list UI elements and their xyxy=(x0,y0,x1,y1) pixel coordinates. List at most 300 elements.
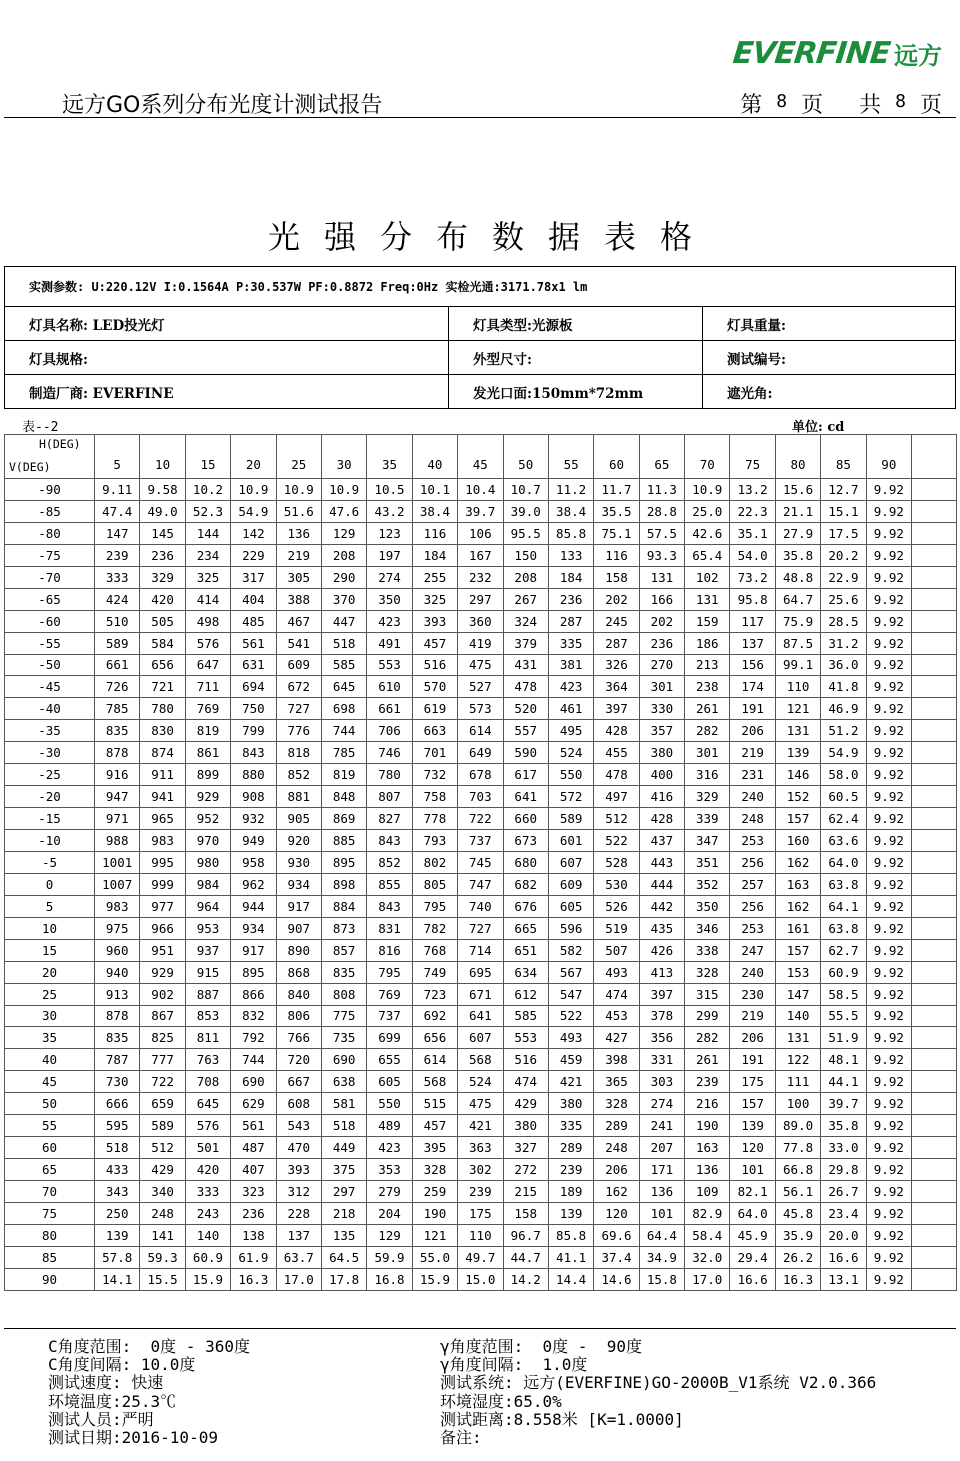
intensity-cell: 874 xyxy=(140,742,185,764)
intensity-cell: 116 xyxy=(412,522,457,544)
intensity-cell: 584 xyxy=(140,632,185,654)
empty-cell xyxy=(912,895,957,917)
v-angle-cell: -45 xyxy=(5,676,95,698)
intensity-cell: 231 xyxy=(730,764,775,786)
intensity-cell: 524 xyxy=(548,742,593,764)
table-row xyxy=(5,1246,957,1268)
v-angle-cell: 0 xyxy=(5,873,95,895)
intensity-cell: 966 xyxy=(140,917,185,939)
intensity-cell: 147 xyxy=(775,983,820,1005)
table-row xyxy=(5,1005,957,1027)
emit-area: 发光口面:150mm*72mm xyxy=(449,375,703,409)
intensity-cell: 547 xyxy=(548,983,593,1005)
intensity-cell: 905 xyxy=(276,808,321,830)
empty-cell xyxy=(912,1049,957,1071)
intensity-cell: 87.5 xyxy=(775,632,820,654)
intensity-cell: 335 xyxy=(548,1115,593,1137)
intensity-cell: 512 xyxy=(140,1137,185,1159)
v-angle-cell: -70 xyxy=(5,566,95,588)
intensity-cell: 721 xyxy=(140,676,185,698)
intensity-cell: 873 xyxy=(321,917,366,939)
intensity-cell: 515 xyxy=(412,1093,457,1115)
intensity-cell: 720 xyxy=(276,1049,321,1071)
intensity-cell: 975 xyxy=(95,917,140,939)
intensity-cell: 727 xyxy=(458,917,503,939)
intensity-cell: 447 xyxy=(321,610,366,632)
v-angle-cell: -35 xyxy=(5,720,95,742)
intensity-cell: 610 xyxy=(367,676,412,698)
intensity-cell: 28.5 xyxy=(821,610,866,632)
intensity-cell: 840 xyxy=(276,983,321,1005)
intensity-cell: 323 xyxy=(231,1181,276,1203)
intensity-cell: 1001 xyxy=(95,851,140,873)
intensity-cell: 129 xyxy=(367,1224,412,1246)
intensity-cell: 259 xyxy=(412,1181,457,1203)
intensity-cell: 191 xyxy=(730,698,775,720)
intensity-cell: 678 xyxy=(458,764,503,786)
intensity-cell: 335 xyxy=(548,632,593,654)
intensity-cell: 206 xyxy=(594,1159,639,1181)
intensity-cell: 666 xyxy=(95,1093,140,1115)
intensity-cell: 157 xyxy=(730,1093,775,1115)
intensity-cell: 45.9 xyxy=(730,1224,775,1246)
intensity-cell: 498 xyxy=(185,610,230,632)
intensity-cell: 629 xyxy=(231,1093,276,1115)
intensity-cell: 236 xyxy=(140,544,185,566)
empty-cell xyxy=(912,1071,957,1093)
intensity-cell: 219 xyxy=(730,742,775,764)
table-label: 表--2 xyxy=(22,420,59,435)
v-angle-cell: -55 xyxy=(5,632,95,654)
intensity-cell: 495 xyxy=(548,720,593,742)
intensity-cell: 54.9 xyxy=(821,742,866,764)
intensity-cell: 453 xyxy=(594,1005,639,1027)
intensity-cell: 937 xyxy=(185,939,230,961)
intensity-cell: 171 xyxy=(639,1159,684,1181)
intensity-cell: 895 xyxy=(321,851,366,873)
intensity-cell: 708 xyxy=(185,1071,230,1093)
intensity-cell: 932 xyxy=(231,808,276,830)
h-angle-header: 5 xyxy=(95,435,140,479)
intensity-cell: 161 xyxy=(775,917,820,939)
intensity-cell: 869 xyxy=(321,808,366,830)
intensity-cell: 10.5 xyxy=(367,479,412,501)
intensity-cell: 561 xyxy=(231,1115,276,1137)
intensity-cell: 350 xyxy=(685,895,730,917)
intensity-cell: 15.1 xyxy=(821,500,866,522)
intensity-cell: 69.6 xyxy=(594,1224,639,1246)
intensity-cell: 557 xyxy=(503,720,548,742)
empty-cell xyxy=(912,786,957,808)
intensity-cell: 589 xyxy=(548,808,593,830)
intensity-cell: 958 xyxy=(231,851,276,873)
intensity-cell: 21.1 xyxy=(775,500,820,522)
intensity-cell: 297 xyxy=(458,588,503,610)
intensity-cell: 433 xyxy=(95,1159,140,1181)
intensity-cell: 96.7 xyxy=(503,1224,548,1246)
intensity-cell: 282 xyxy=(685,1027,730,1049)
h-angle-header: 25 xyxy=(276,435,321,479)
table-row xyxy=(5,1181,957,1203)
intensity-cell: 852 xyxy=(276,764,321,786)
empty-cell xyxy=(912,479,957,501)
empty-cell xyxy=(912,742,957,764)
intensity-cell: 35.5 xyxy=(594,500,639,522)
table-row xyxy=(5,1115,957,1137)
intensity-cell: 175 xyxy=(730,1071,775,1093)
intensity-cell: 29.4 xyxy=(730,1246,775,1268)
empty-cell xyxy=(912,676,957,698)
intensity-cell: 329 xyxy=(685,786,730,808)
intensity-cell: 568 xyxy=(458,1049,503,1071)
intensity-cell: 167 xyxy=(458,544,503,566)
table-row xyxy=(5,764,957,786)
intensity-cell: 162 xyxy=(594,1181,639,1203)
intensity-cell: 9.92 xyxy=(866,983,911,1005)
intensity-cell: 947 xyxy=(95,786,140,808)
intensity-cell: 120 xyxy=(594,1202,639,1224)
intensity-cell: 665 xyxy=(503,917,548,939)
intensity-cell: 239 xyxy=(685,1071,730,1093)
intensity-cell: 253 xyxy=(730,830,775,852)
intensity-cell: 236 xyxy=(639,632,684,654)
intensity-cell: 14.4 xyxy=(548,1268,593,1290)
intensity-cell: 129 xyxy=(321,522,366,544)
intensity-cell: 15.8 xyxy=(639,1268,684,1290)
intensity-cell: 701 xyxy=(412,742,457,764)
intensity-cell: 9.92 xyxy=(866,1115,911,1137)
intensity-cell: 274 xyxy=(639,1093,684,1115)
intensity-cell: 133 xyxy=(548,544,593,566)
intensity-cell: 219 xyxy=(730,1005,775,1027)
intensity-cell: 530 xyxy=(594,873,639,895)
v-angle-cell: -90 xyxy=(5,479,95,501)
intensity-cell: 516 xyxy=(503,1049,548,1071)
header-divider xyxy=(4,117,956,118)
intensity-cell: 780 xyxy=(140,698,185,720)
intensity-cell: 16.3 xyxy=(231,1268,276,1290)
intensity-cell: 26.7 xyxy=(821,1181,866,1203)
intensity-cell: 139 xyxy=(775,742,820,764)
intensity-cell: 964 xyxy=(185,895,230,917)
table-row xyxy=(5,654,957,676)
intensity-cell: 75.9 xyxy=(775,610,820,632)
h-angle-header: 15 xyxy=(185,435,230,479)
intensity-cell: 301 xyxy=(639,676,684,698)
intensity-cell: 13.2 xyxy=(730,479,775,501)
intensity-cell: 423 xyxy=(367,1137,412,1159)
intensity-cell: 388 xyxy=(276,588,321,610)
intensity-cell: 42.6 xyxy=(685,522,730,544)
intensity-cell: 315 xyxy=(685,983,730,1005)
empty-cell xyxy=(912,873,957,895)
intensity-cell: 971 xyxy=(95,808,140,830)
dimensions: 外型尺寸: xyxy=(449,341,703,375)
intensity-cell: 59.9 xyxy=(367,1246,412,1268)
intensity-cell: 60.5 xyxy=(821,786,866,808)
table-row xyxy=(5,479,957,501)
intensity-cell: 380 xyxy=(639,742,684,764)
intensity-cell: 9.92 xyxy=(866,1181,911,1203)
intensity-cell: 232 xyxy=(458,566,503,588)
intensity-cell: 153 xyxy=(775,961,820,983)
intensity-cell: 120 xyxy=(730,1137,775,1159)
page-word-1: 第 xyxy=(740,93,763,118)
intensity-cell: 10.7 xyxy=(503,479,548,501)
intensity-cell: 423 xyxy=(367,610,412,632)
intensity-cell: 9.92 xyxy=(866,610,911,632)
intensity-cell: 528 xyxy=(594,851,639,873)
v-angle-cell: -65 xyxy=(5,588,95,610)
intensity-cell: 699 xyxy=(367,1027,412,1049)
intensity-cell: 255 xyxy=(412,566,457,588)
intensity-cell: 150 xyxy=(503,544,548,566)
intensity-table xyxy=(4,434,957,1291)
h-angle-header: 65 xyxy=(639,435,684,479)
intensity-cell: 136 xyxy=(276,522,321,544)
intensity-cell: 333 xyxy=(185,1181,230,1203)
intensity-cell: 378 xyxy=(639,1005,684,1027)
h-angle-header: 75 xyxy=(730,435,775,479)
intensity-cell: 890 xyxy=(276,939,321,961)
table-row xyxy=(5,588,957,610)
intensity-cell: 100 xyxy=(775,1093,820,1115)
intensity-cell: 638 xyxy=(321,1071,366,1093)
intensity-cell: 930 xyxy=(276,851,321,873)
intensity-cell: 14.1 xyxy=(95,1268,140,1290)
intensity-cell: 61.9 xyxy=(231,1246,276,1268)
intensity-cell: 299 xyxy=(685,1005,730,1027)
intensity-cell: 737 xyxy=(367,1005,412,1027)
empty-cell xyxy=(912,588,957,610)
h-angle-header: 50 xyxy=(503,435,548,479)
intensity-cell: 9.92 xyxy=(866,1027,911,1049)
intensity-cell: 475 xyxy=(458,1093,503,1115)
intensity-cell: 51.9 xyxy=(821,1027,866,1049)
intensity-cell: 457 xyxy=(412,632,457,654)
table-row xyxy=(5,720,957,742)
intensity-cell: 769 xyxy=(367,983,412,1005)
intensity-cell: 576 xyxy=(185,632,230,654)
intensity-cell: 15.0 xyxy=(458,1268,503,1290)
intensity-cell: 16.3 xyxy=(775,1268,820,1290)
intensity-cell: 122 xyxy=(775,1049,820,1071)
intensity-cell: 590 xyxy=(503,742,548,764)
empty-cell xyxy=(912,1005,957,1027)
intensity-cell: 9.92 xyxy=(866,1005,911,1027)
intensity-cell: 461 xyxy=(548,698,593,720)
intensity-cell: 20.0 xyxy=(821,1224,866,1246)
intensity-cell: 174 xyxy=(730,676,775,698)
intensity-cell: 303 xyxy=(639,1071,684,1093)
intensity-cell: 9.92 xyxy=(866,830,911,852)
intensity-cell: 64.1 xyxy=(821,895,866,917)
intensity-cell: 491 xyxy=(367,632,412,654)
intensity-cell: 819 xyxy=(185,720,230,742)
intensity-cell: 22.3 xyxy=(730,500,775,522)
intensity-cell: 898 xyxy=(321,873,366,895)
intensity-cell: 881 xyxy=(276,786,321,808)
intensity-cell: 9.92 xyxy=(866,522,911,544)
intensity-cell: 159 xyxy=(685,610,730,632)
intensity-cell: 541 xyxy=(276,632,321,654)
intensity-cell: 215 xyxy=(503,1181,548,1203)
intensity-cell: 867 xyxy=(140,1005,185,1027)
intensity-cell: 73.2 xyxy=(730,566,775,588)
intensity-cell: 607 xyxy=(548,851,593,873)
intensity-cell: 287 xyxy=(594,632,639,654)
intensity-cell: 157 xyxy=(775,939,820,961)
intensity-cell: 117 xyxy=(730,610,775,632)
intensity-cell: 656 xyxy=(412,1027,457,1049)
h-angle-header: 45 xyxy=(458,435,503,479)
intensity-cell: 866 xyxy=(231,983,276,1005)
intensity-cell: 238 xyxy=(685,676,730,698)
empty-cell xyxy=(912,654,957,676)
intensity-cell: 735 xyxy=(321,1027,366,1049)
intensity-cell: 9.92 xyxy=(866,1224,911,1246)
intensity-cell: 795 xyxy=(367,961,412,983)
intensity-cell: 357 xyxy=(639,720,684,742)
intensity-cell: 601 xyxy=(548,830,593,852)
footer-line-right: γ角度范围: 0度 - 90度 xyxy=(440,1337,642,1356)
intensity-cell: 920 xyxy=(276,830,321,852)
intensity-cell: 852 xyxy=(367,851,412,873)
intensity-cell: 121 xyxy=(412,1224,457,1246)
measured-params: 实测参数: U:220.12V I:0.1564A P:30.537W PF:0.8872 Freq:0Hz 实检光通:3171.78x1 lm xyxy=(5,267,956,307)
intensity-cell: 940 xyxy=(95,961,140,983)
intensity-cell: 47.4 xyxy=(95,500,140,522)
intensity-cell: 818 xyxy=(276,742,321,764)
intensity-cell: 89.0 xyxy=(775,1115,820,1137)
intensity-cell: 576 xyxy=(185,1115,230,1137)
v-angle-cell: 90 xyxy=(5,1268,95,1290)
intensity-cell: 660 xyxy=(503,808,548,830)
intensity-cell: 95.8 xyxy=(730,588,775,610)
intensity-cell: 380 xyxy=(548,1093,593,1115)
intensity-cell: 32.0 xyxy=(685,1246,730,1268)
intensity-cell: 750 xyxy=(231,698,276,720)
intensity-cell: 861 xyxy=(185,742,230,764)
intensity-cell: 474 xyxy=(594,983,639,1005)
intensity-cell: 236 xyxy=(548,588,593,610)
table-row xyxy=(5,1268,957,1290)
intensity-cell: 267 xyxy=(503,588,548,610)
v-angle-cell: 50 xyxy=(5,1093,95,1115)
empty-cell xyxy=(912,961,957,983)
intensity-cell: 792 xyxy=(231,1027,276,1049)
intensity-cell: 353 xyxy=(367,1159,412,1181)
intensity-cell: 634 xyxy=(503,961,548,983)
intensity-cell: 737 xyxy=(458,830,503,852)
intensity-cell: 95.5 xyxy=(503,522,548,544)
intensity-cell: 9.92 xyxy=(866,895,911,917)
v-angle-cell: 40 xyxy=(5,1049,95,1071)
intensity-cell: 75.1 xyxy=(594,522,639,544)
intensity-cell: 206 xyxy=(730,1027,775,1049)
intensity-cell: 142 xyxy=(231,522,276,544)
intensity-cell: 703 xyxy=(458,786,503,808)
h-angle-header: 90 xyxy=(866,435,911,479)
table-row xyxy=(5,742,957,764)
intensity-cell: 880 xyxy=(231,764,276,786)
intensity-cell: 256 xyxy=(730,895,775,917)
table-row xyxy=(5,873,957,895)
intensity-cell: 110 xyxy=(458,1224,503,1246)
footer-divider xyxy=(4,1328,956,1329)
intensity-cell: 34.9 xyxy=(639,1246,684,1268)
intensity-cell: 157 xyxy=(775,808,820,830)
intensity-cell: 428 xyxy=(639,808,684,830)
intensity-cell: 722 xyxy=(140,1071,185,1093)
empty-cell xyxy=(912,851,957,873)
total-pages: 8 xyxy=(895,91,906,112)
intensity-cell: 680 xyxy=(503,851,548,873)
intensity-cell: 965 xyxy=(140,808,185,830)
intensity-cell: 59.3 xyxy=(140,1246,185,1268)
footer-line-left: C角度范围: 0度 - 360度 xyxy=(48,1337,250,1356)
intensity-cell: 37.4 xyxy=(594,1246,639,1268)
intensity-cell: 351 xyxy=(685,851,730,873)
v-angle-cell: -30 xyxy=(5,742,95,764)
intensity-cell: 139 xyxy=(548,1202,593,1224)
intensity-cell: 899 xyxy=(185,764,230,786)
intensity-cell: 56.1 xyxy=(775,1181,820,1203)
table-row xyxy=(5,786,957,808)
table-row xyxy=(5,522,957,544)
intensity-cell: 77.8 xyxy=(775,1137,820,1159)
empty-cell xyxy=(912,1202,957,1224)
intensity-cell: 26.2 xyxy=(775,1246,820,1268)
intensity-cell: 9.92 xyxy=(866,1246,911,1268)
h-angle-header: 35 xyxy=(367,435,412,479)
intensity-cell: 51.2 xyxy=(821,720,866,742)
intensity-cell: 9.92 xyxy=(866,676,911,698)
intensity-cell: 36.0 xyxy=(821,654,866,676)
intensity-cell: 9.92 xyxy=(866,1268,911,1290)
empty-cell xyxy=(912,1159,957,1181)
intensity-cell: 907 xyxy=(276,917,321,939)
h-axis-label: H(DEG) xyxy=(39,437,81,451)
footer-line-left: C角度间隔: 10.0度 xyxy=(48,1355,196,1375)
intensity-cell: 39.0 xyxy=(503,500,548,522)
intensity-cell: 121 xyxy=(775,698,820,720)
intensity-cell: 645 xyxy=(185,1093,230,1115)
intensity-cell: 163 xyxy=(775,873,820,895)
intensity-cell: 659 xyxy=(140,1093,185,1115)
intensity-cell: 404 xyxy=(231,588,276,610)
intensity-cell: 9.92 xyxy=(866,1202,911,1224)
intensity-cell: 101 xyxy=(639,1202,684,1224)
intensity-cell: 207 xyxy=(639,1137,684,1159)
intensity-cell: 55.5 xyxy=(821,1005,866,1027)
footer-line-right: 测试系统: 远方(EVERFINE)GO-2000B_V1系统 V2.0.366 xyxy=(440,1373,877,1393)
footer-line-left: 测试速度: 快速 xyxy=(48,1373,164,1393)
intensity-cell: 163 xyxy=(685,1137,730,1159)
intensity-cell: 929 xyxy=(140,961,185,983)
intensity-cell: 352 xyxy=(685,873,730,895)
intensity-cell: 745 xyxy=(458,851,503,873)
intensity-cell: 518 xyxy=(95,1137,140,1159)
h-angle-header: 60 xyxy=(594,435,639,479)
empty-cell xyxy=(912,1268,957,1290)
intensity-cell: 10.9 xyxy=(685,479,730,501)
intensity-cell: 64.4 xyxy=(639,1224,684,1246)
intensity-cell: 338 xyxy=(685,939,730,961)
shade-angle: 遮光角: xyxy=(703,375,956,409)
intensity-cell: 35.8 xyxy=(821,1115,866,1137)
intensity-cell: 175 xyxy=(458,1202,503,1224)
